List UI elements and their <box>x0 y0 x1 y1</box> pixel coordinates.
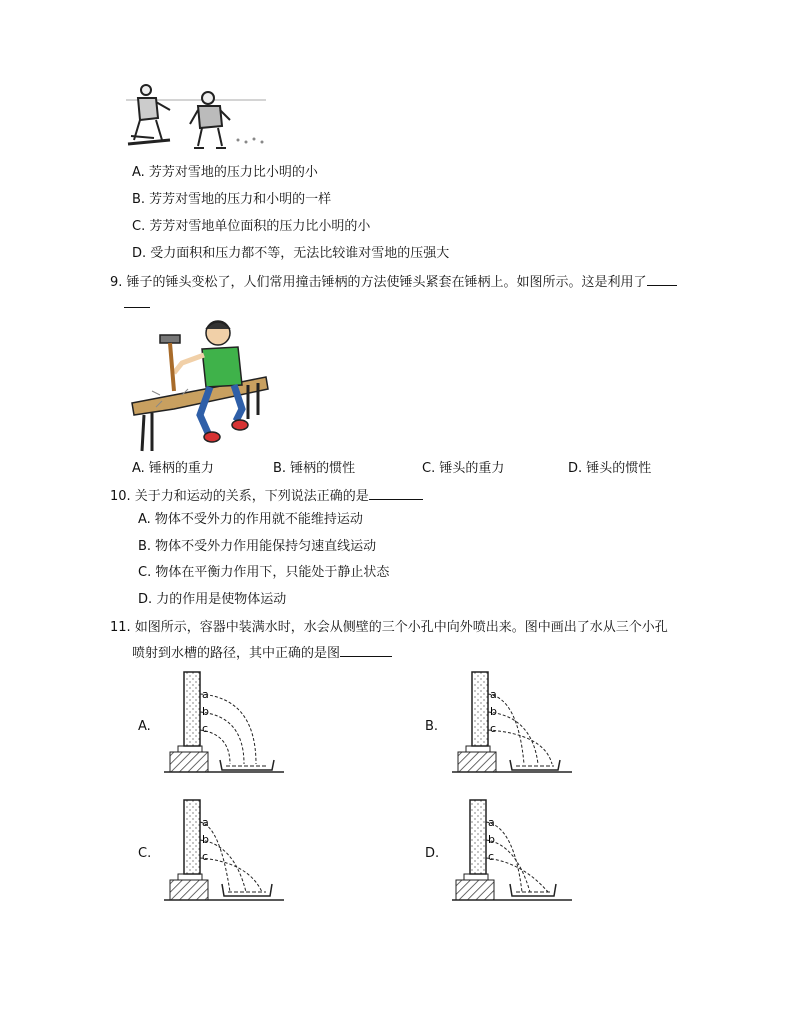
q10-stem <box>110 487 423 506</box>
hole-label-c: c <box>490 722 497 735</box>
q9-option-b: B. 锤柄的惯性 <box>273 461 356 476</box>
q11-figure-d <box>452 796 572 908</box>
hole-label-a: a <box>202 688 209 701</box>
q11-stem-line2-text: 喷射到水槽的路径，其中正确的是图 <box>132 646 341 661</box>
q9-option-c: C. 锤头的重力 <box>422 461 505 476</box>
q11-stem-line2 <box>132 644 392 663</box>
skiers-illustration <box>126 80 271 155</box>
q9-stem-cont <box>124 295 150 314</box>
hole-label-b: b <box>202 833 209 846</box>
q8-option-c: C. 芳芳对雪地单位面积的压力比小明的小 <box>132 219 371 234</box>
answer-blank <box>340 644 392 657</box>
q8-option-b: B. 芳芳对雪地的压力和小明的一样 <box>132 192 332 207</box>
q11-figure-label-c: C. <box>138 846 152 861</box>
hole-label-c: c <box>202 722 209 735</box>
q11-figure-b <box>452 668 572 780</box>
q10-option-a: A. 物体不受外力的作用就不能维持运动 <box>138 512 363 527</box>
hole-label-b: b <box>490 705 497 718</box>
q8-option-a: A. 芳芳对雪地的压力比小明的小 <box>132 165 318 180</box>
q11-figure-label-d: D. <box>425 846 440 861</box>
hole-label-c: c <box>202 850 209 863</box>
q11-figure-a <box>164 668 284 780</box>
hole-label-a: a <box>488 816 495 829</box>
q10-option-c: C. 物体在平衡力作用下，只能处于静止状态 <box>138 565 390 580</box>
q10-option-b: B. 物体不受外力作用能保持匀速直线运动 <box>138 539 377 554</box>
hole-label-a: a <box>202 816 209 829</box>
hole-label-b: b <box>488 833 495 846</box>
hammer-bench-illustration <box>130 315 270 455</box>
q11-figure-label-a: A. <box>138 719 151 734</box>
q10-option-d: D. 力的作用是使物体运动 <box>138 592 287 607</box>
q8-option-d: D. 受力面积和压力都不等，无法比较谁对雪地的压强大 <box>132 246 450 261</box>
hole-label-c: c <box>488 850 495 863</box>
answer-blank <box>647 273 677 286</box>
q10-stem-text: 10. 关于力和运动的关系，下列说法正确的是 <box>110 489 369 504</box>
answer-blank <box>369 487 423 500</box>
q11-figure-label-b: B. <box>425 719 439 734</box>
q11-figure-c <box>164 796 284 908</box>
q9-option-d: D. 锤头的惯性 <box>568 461 652 476</box>
hole-label-a: a <box>490 688 497 701</box>
q11-stem-line1: 11. 如图所示，容器中装满水时，水会从侧壁的三个小孔中向外喷出来。图中画出了水从三个小孔 <box>110 620 668 635</box>
q9-stem-text: 9. 锤子的锤头变松了，人们常用撞击锤柄的方法使锤头紧套在锤柄上。如图所示。这是利用了 <box>110 275 647 290</box>
q9-option-a: A. 锤柄的重力 <box>132 461 214 476</box>
answer-blank <box>124 295 150 308</box>
hole-label-b: b <box>202 705 209 718</box>
q9-stem <box>110 273 677 292</box>
